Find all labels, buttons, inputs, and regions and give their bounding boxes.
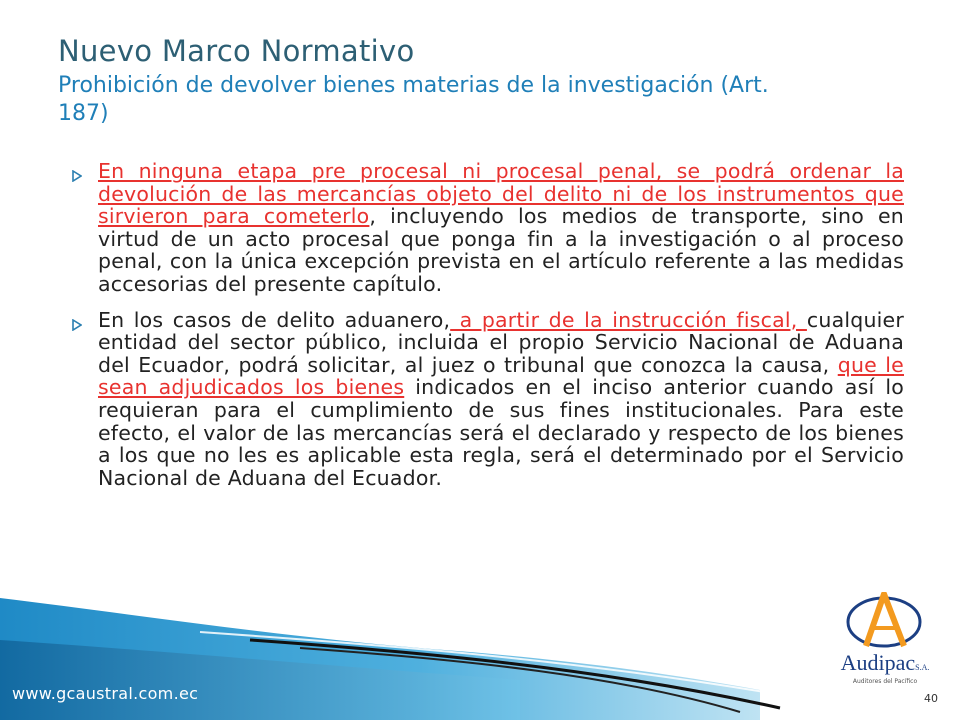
slide-body xyxy=(72,160,904,502)
bullet-item xyxy=(72,160,904,296)
slide-subtitle xyxy=(58,72,928,128)
logo-tagline: Auditores del Pacífico xyxy=(852,678,918,685)
logo-wordmark xyxy=(826,650,944,676)
logo-brand: Audipac xyxy=(840,650,916,675)
slide-title: Nuevo Marco Normativo xyxy=(58,34,415,68)
page-number: 40 xyxy=(924,692,938,705)
title-block xyxy=(58,34,928,128)
bullet-rest: , incluyendo los medios de transporte, sino en virtud de un acto procesal que ponga fin a la investigación o al proceso penal, con la única excepción prevista en el artículo referente a las medidas accesorias del presente capítulo. xyxy=(98,204,904,296)
triangle-right-icon xyxy=(72,309,98,335)
bullet-text xyxy=(98,160,904,296)
logo-suffix: S.A. xyxy=(915,663,930,672)
bullet-text-part: indicados en el inciso anterior cuando así lo requieran para el cumplimiento de sus fines institucionales. Para este efecto, el valor de las mercancías será el declarado y respecto de los bienes a los que no les es aplicable esta regla, será el determinado por el Servicio Nacional de Aduana del Ecuador. xyxy=(98,375,904,490)
bullet-text-part: cualquier entidad del sector público, incluida el propio Servicio Nacional de Aduana del Ecuador, podrá solicitar, al juez o tribunal que conozca la causa, xyxy=(98,307,904,377)
bullet-text-part: En los casos de delito aduanero, xyxy=(98,307,451,332)
bullet-highlight: a partir de la instrucción fiscal, xyxy=(450,307,807,332)
bullet-highlight: En ninguna etapa pre procesal ni procesal penal, se podrá ordenar la devolución de las mercancías objeto del delito ni de los instrumentos que sirvieron para cometerlo xyxy=(98,159,904,229)
slide-subtitle-line1: Prohibición de devolver bienes materias de la investigación (Art. xyxy=(58,73,769,98)
bullet-highlight: que le sean adjudicados los bienes xyxy=(98,352,904,400)
triangle-right-icon xyxy=(72,160,98,186)
bullet-text xyxy=(98,309,904,490)
slide-subtitle-line2: 187) xyxy=(58,101,109,126)
bullet-item xyxy=(72,309,904,490)
footer-url[interactable]: www.gcaustral.com.ec xyxy=(12,684,199,703)
